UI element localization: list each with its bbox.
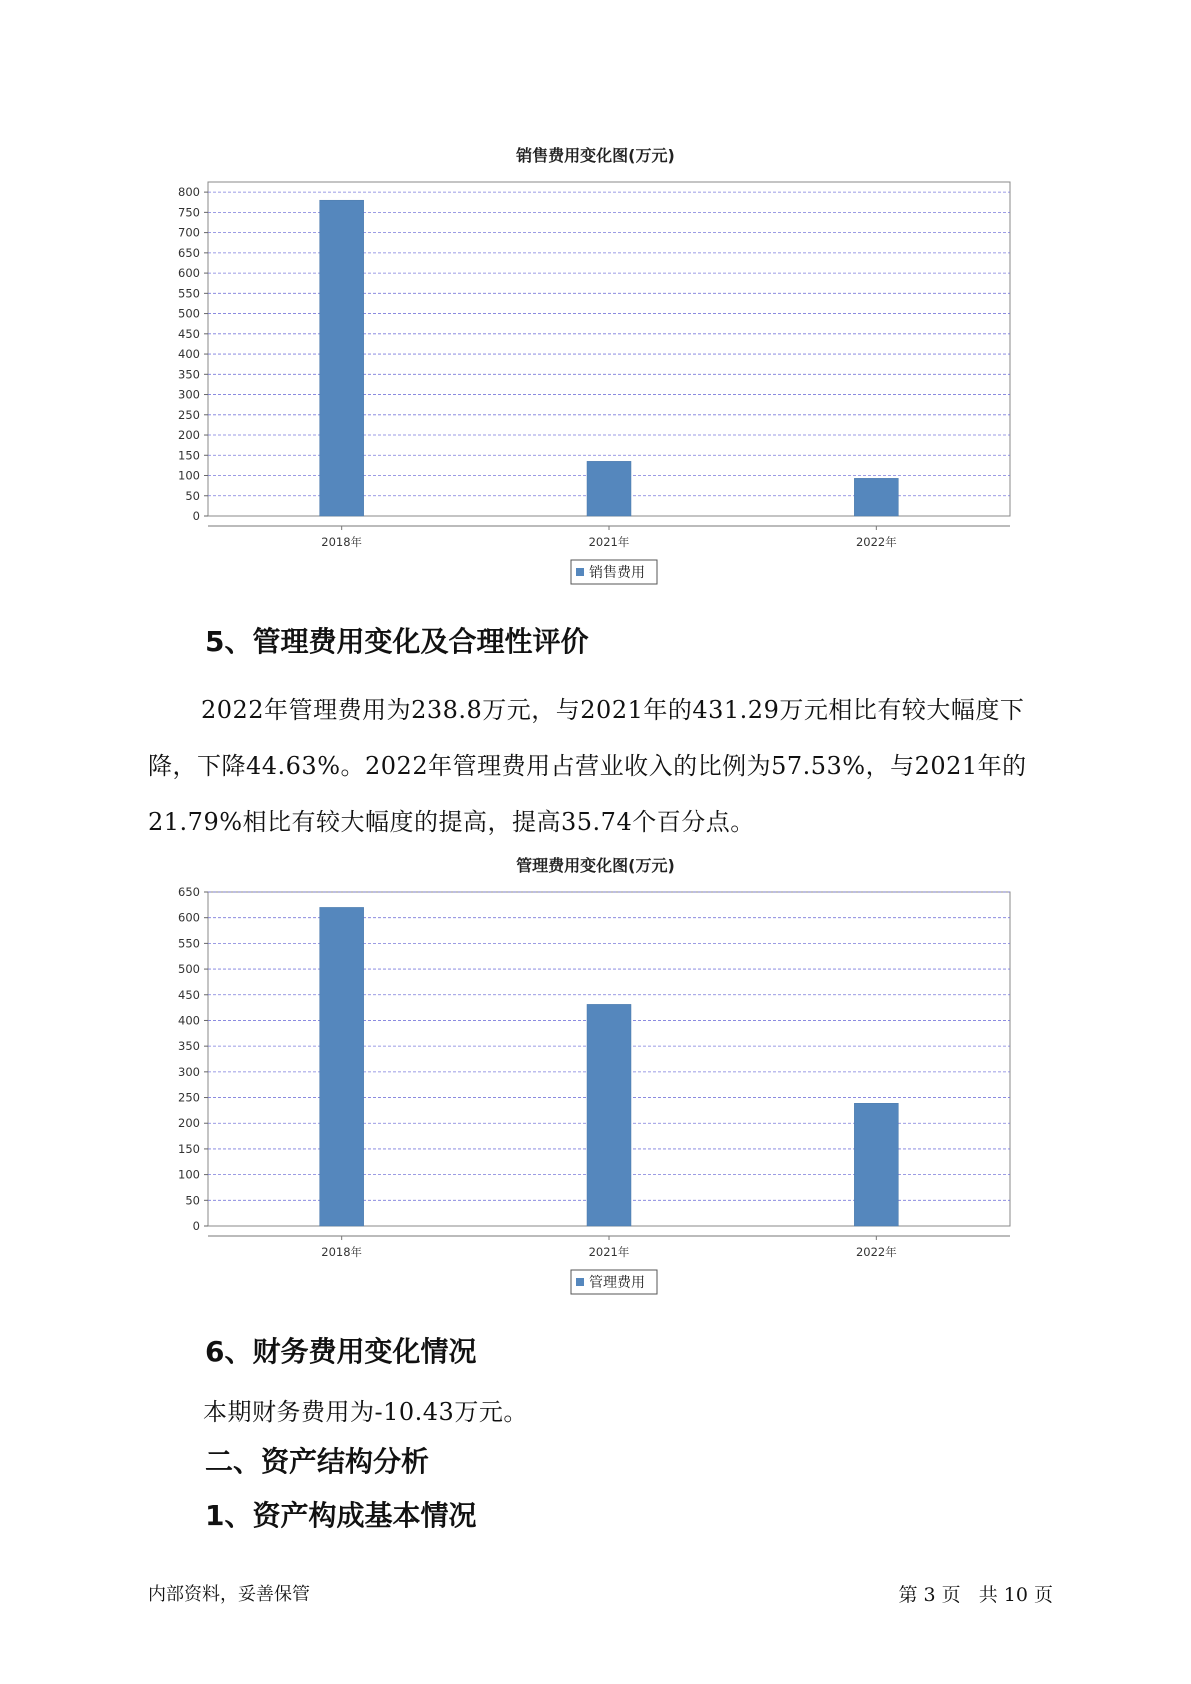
y-tick-label: 250 (178, 407, 200, 422)
y-tick-label: 400 (178, 1013, 200, 1028)
management-expense-chart (0, 880, 1191, 1300)
legend-swatch (576, 1278, 584, 1286)
heading-asset-composition: 1、资产构成基本情况 (205, 1499, 477, 1532)
y-tick-label: 350 (178, 1039, 200, 1054)
y-tick-label: 150 (178, 1141, 200, 1156)
y-tick-label: 550 (178, 286, 200, 301)
y-tick-label: 500 (178, 962, 200, 977)
y-tick-label: 200 (178, 1116, 200, 1131)
x-tick-label: 2018年 (321, 1245, 363, 1259)
x-tick-label: 2021年 (588, 535, 630, 549)
y-tick-label: 0 (192, 1219, 200, 1233)
x-tick-label: 2022年 (855, 1245, 897, 1259)
x-tick-label: 2018年 (321, 535, 363, 549)
x-tick-label: 2021年 (588, 1245, 630, 1259)
y-tick-label: 100 (178, 468, 200, 483)
bar-3 (854, 478, 898, 516)
y-tick-label: 200 (178, 428, 200, 443)
y-tick-label: 400 (178, 347, 200, 362)
y-tick-label: 750 (178, 205, 200, 220)
y-tick-label: 0 (192, 509, 200, 523)
y-tick-label: 600 (178, 266, 200, 281)
y-tick-label: 700 (178, 225, 200, 240)
y-tick-label: 50 (185, 488, 200, 503)
bar-3 (854, 1103, 898, 1226)
y-tick-label: 250 (178, 1090, 200, 1105)
heading-section-6: 6、财务费用变化情况 (205, 1335, 477, 1368)
bar-2 (587, 1004, 631, 1226)
y-tick-label: 300 (178, 1064, 200, 1079)
heading-asset-structure: 二、资产结构分析 (205, 1445, 430, 1478)
legend-swatch (576, 568, 584, 576)
bar-1 (320, 200, 364, 516)
y-tick-label: 150 (178, 448, 200, 463)
y-tick-label: 650 (178, 245, 200, 260)
legend (571, 560, 657, 584)
paragraph-section-6: 本期财务费用为-10.43万元。 (203, 1398, 528, 1426)
chart-title-management: 管理费用变化图(万元) (516, 856, 675, 875)
y-tick-label: 800 (178, 185, 200, 200)
legend-label: 管理费用 (589, 1275, 645, 1291)
y-tick-label: 100 (178, 1167, 200, 1182)
y-tick-label: 500 (178, 306, 200, 321)
bar-2 (587, 461, 631, 516)
paragraph-section-5: 2022年管理费用为238.8万元，与2021年的431.29万元相比有较大幅度下降，下降44.63%。2022年管理费用占营业收入的比例为57.53%，与2021年的21.79%相比有较大幅度的提高，提高35.74个百分点。 (148, 696, 1027, 836)
y-tick-label: 450 (178, 987, 200, 1002)
chart-title-sales: 销售费用变化图(万元) (516, 146, 675, 165)
y-tick-label: 450 (178, 326, 200, 341)
sales-expense-chart (0, 170, 1191, 590)
y-tick-label: 300 (178, 387, 200, 402)
footer-page-number: 第 3 页 共 10 页 (898, 1584, 1053, 1606)
y-tick-label: 50 (185, 1193, 200, 1208)
legend-label: 销售费用 (589, 565, 645, 581)
y-tick-label: 650 (178, 885, 200, 899)
y-tick-label: 550 (178, 936, 200, 951)
y-tick-label: 350 (178, 367, 200, 382)
bar-1 (320, 907, 364, 1226)
y-tick-label: 600 (178, 910, 200, 925)
x-tick-label: 2022年 (855, 535, 897, 549)
legend (571, 1270, 657, 1294)
heading-section-5: 5、管理费用变化及合理性评价 (205, 625, 589, 658)
footer-confidential: 内部资料，妥善保管 (148, 1584, 310, 1605)
